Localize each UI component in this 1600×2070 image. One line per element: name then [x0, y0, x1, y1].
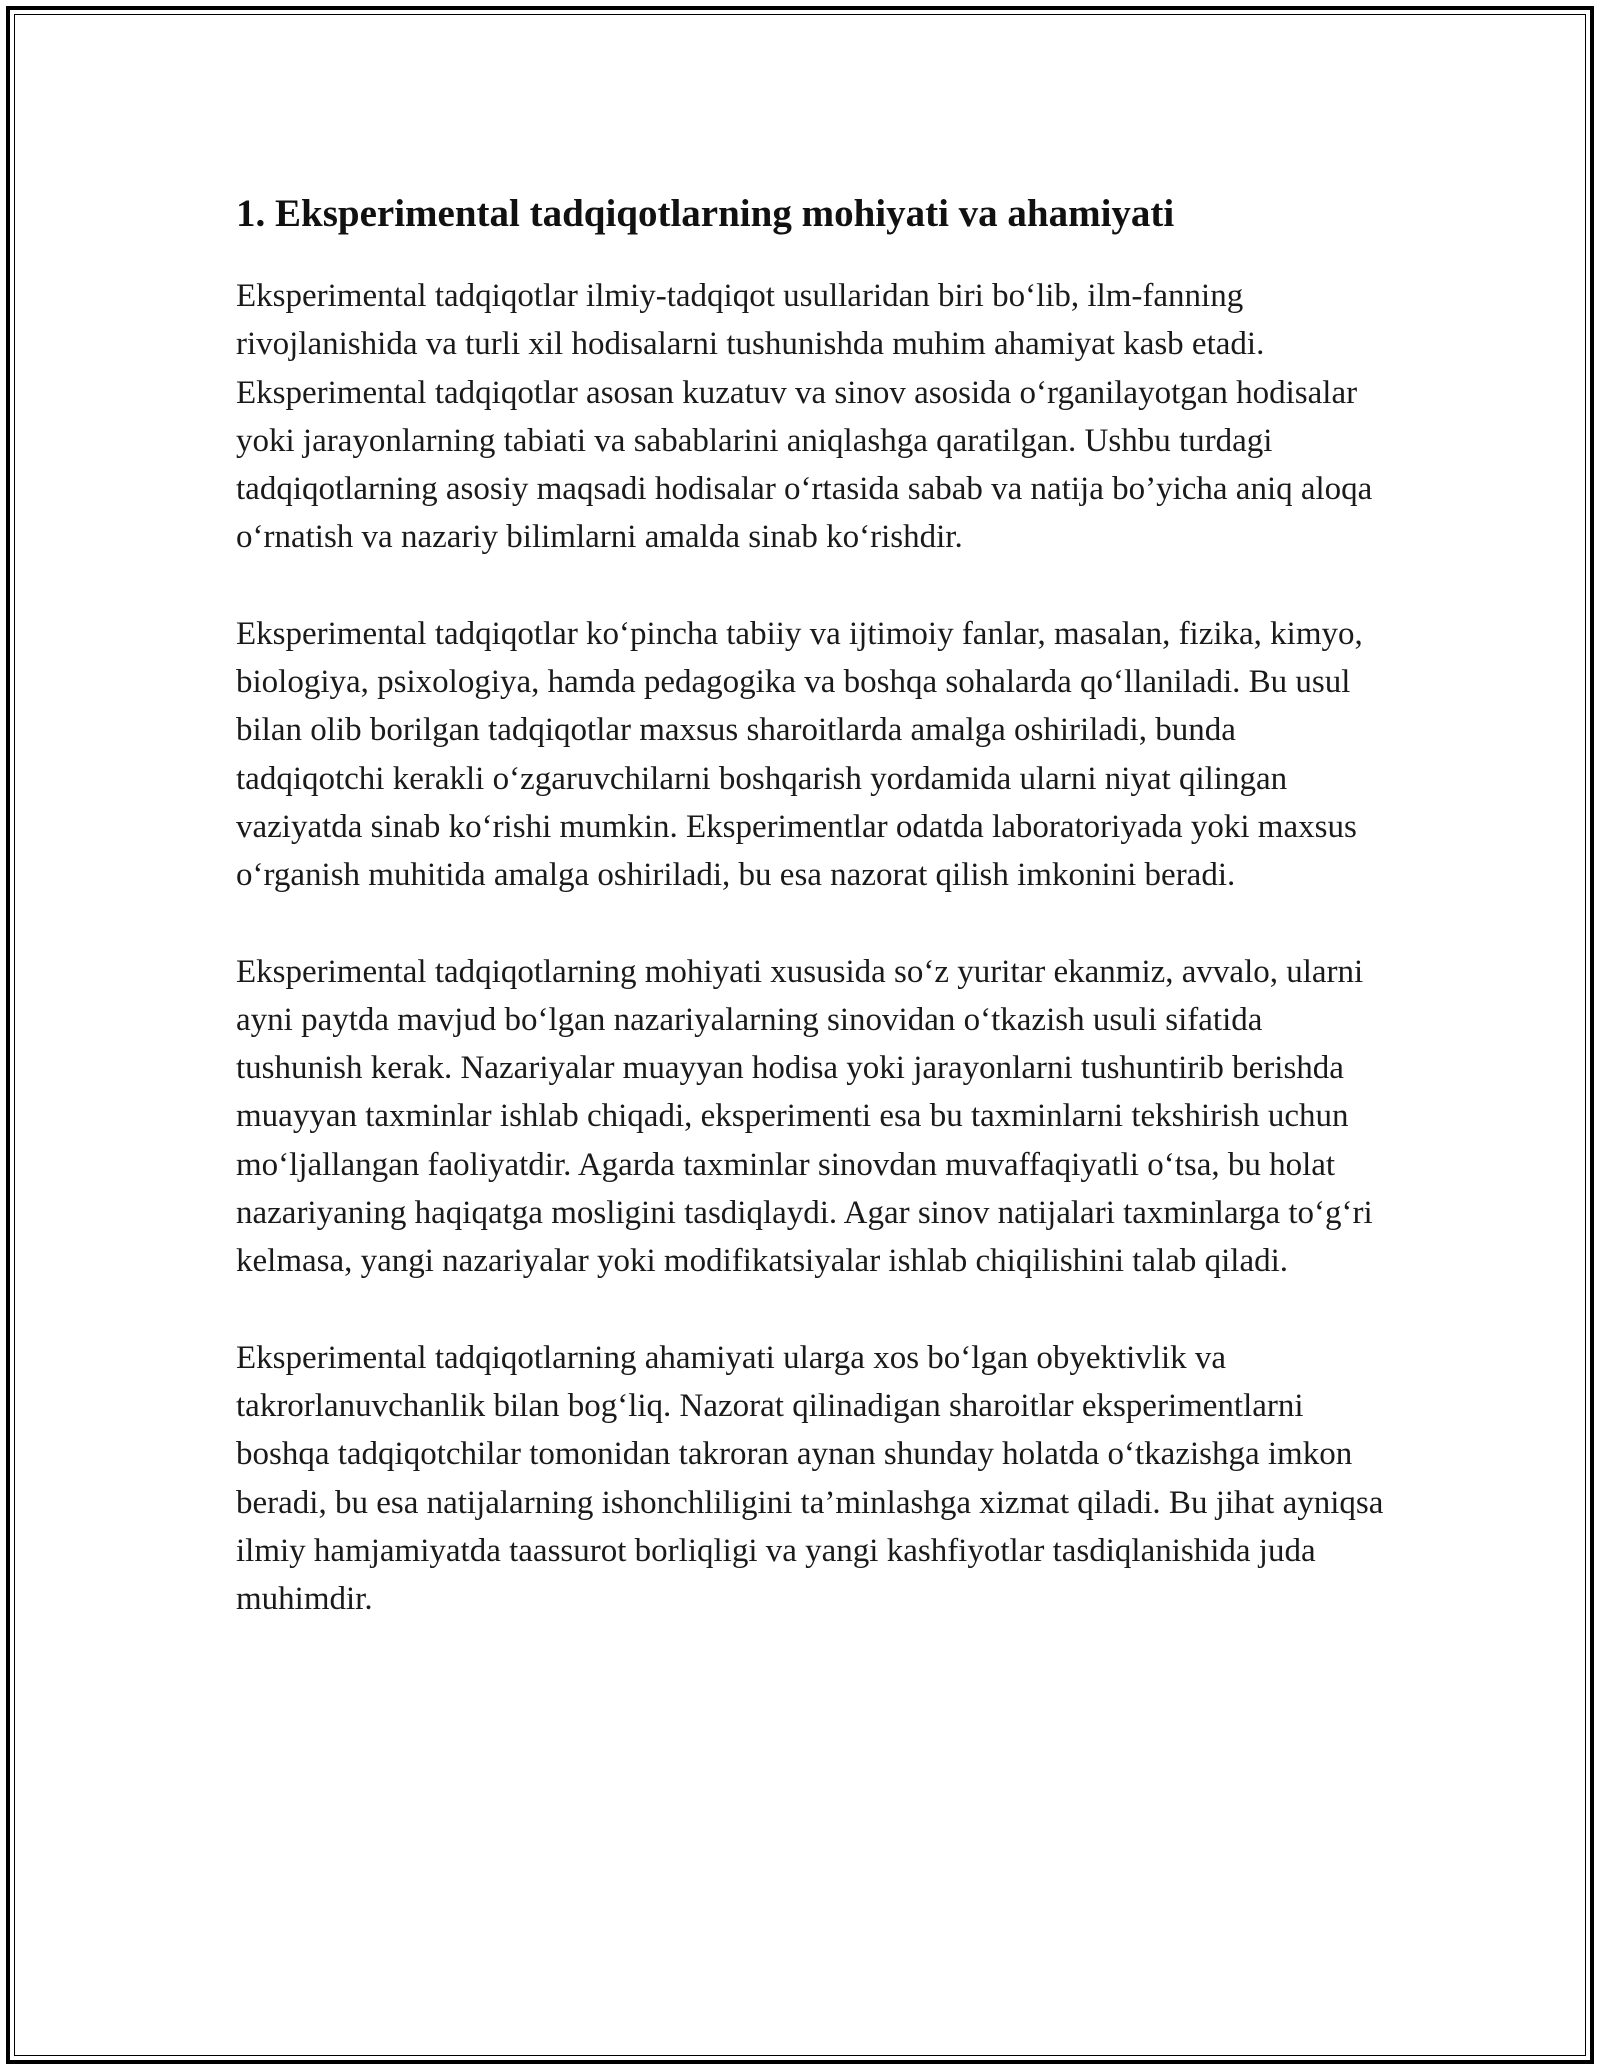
paragraph-3: Eksperimental tadqiqotlarning mohiyati xususida so‘z yuritar ekanmiz, avvalo, ularni ayni paytda mavjud bo‘lgan nazariyalarning sinovidan o‘tkazish usuli sifatida tushunish kerak. Nazariyalar muayyan hodisa yoki jarayonlarni tushuntirib berishda muayyan taxminlar ishlab chiqadi, eksperimenti esa bu taxminlarni tekshirish uchun mo‘ljallangan faoliyatdir. Agarda taxminlar sinovdan muvaffaqiyatli o‘tsa, bu holat nazariyaning haqiqatga mosligini tasdiqlaydi. Agar sinov natijalari taxminlarga to‘g‘ri kelmasa, yangi nazariyalar yoki modifikatsiyalar ishlab chiqilishini talab qiladi. — [236, 953, 1373, 1280]
paragraph-1: Eksperimental tadqiqotlar ilmiy-tadqiqot usullaridan biri bo‘lib, ilm-fanning rivojlanishida va turli xil hodisalarni tushunishda muhim ahamiyat kasb etadi. Eksperimental tadqiqotlar asosan kuzatuv va sinov asosida o‘rganilayotgan hodisalar yoki jarayonlarning tabiati va sabablarini aniqlashga qaratilgan. Ushbu turdagi tadqiqotlarning asosiy maqsadi hodisalar o‘rtasida sabab va natija bo’yicha aniq aloqa o‘rnatish va nazariy bilimlarni amalda sinab ko‘rishdir. — [236, 278, 1373, 556]
paragraph-2: Eksperimental tadqiqotlar ko‘pincha tabiiy va ijtimoiy fanlar, masalan, fizika, kimyo, biologiya, psixologiya, hamda pedagogika va boshqa sohalarda qo‘llaniladi. Bu usul bilan olib borilgan tadqiqotlar maxsus sharoitlarda amalga oshiriladi, bunda tadqiqotchi kerakli o‘zgaruvchilarni boshqarish yordamida ularni niyat qilingan vaziyatda sinab ko‘rishi mumkin. Eksperimentlar odatda laboratoriyada yoki maxsus o‘rganish muhitida amalga oshiriladi, bu esa nazorat qilish imkonini beradi. — [236, 615, 1363, 894]
document-body — [236, 186, 1386, 1671]
paragraph-4: Eksperimental tadqiqotlarning ahamiyati ularga xos bo‘lgan obyektivlik va takrorlanuvchanlik bilan bog‘liq. Nazorat qilinadigan sharoitlar eksperimentlarni boshqa tadqiqotchilar tomonidan takroran aynan shunday holatda o‘tkazishga imkon beradi, bu esa natijalarning ishonchliligini ta’minlashga xizmat qiladi. Bu jihat ayniqsa ilmiy hamjamiyatda taassurot borliqligi va yangi kashfiyotlar tasdiqlanishida juda muhimdir. — [236, 1339, 1384, 1618]
section-heading: 1. Eksperimental tadqiqotlarning mohiyati va ahamiyati — [236, 192, 1175, 235]
